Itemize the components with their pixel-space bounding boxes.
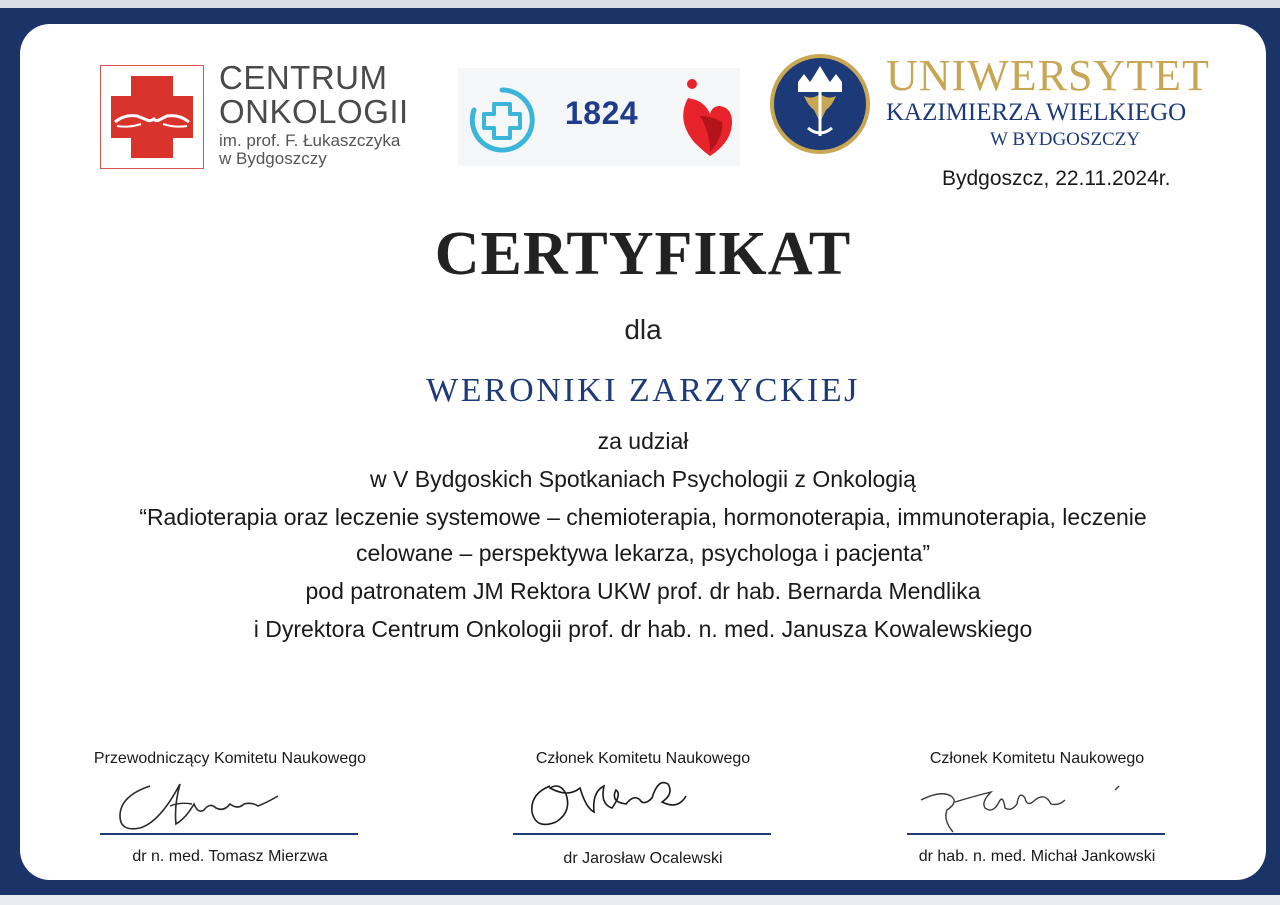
body-line-4: celowane – perspektywa lekarza, psychologa i pacjenta” xyxy=(355,540,931,566)
university-name-line1: UNIWERSYTET xyxy=(886,51,1210,100)
body-line-2: w V Bydgoskich Spotkaniach Psychologii z Onkologią xyxy=(370,466,916,492)
centrum-logo-line1: CENTRUM xyxy=(219,59,388,96)
university-name-line2: KAZIMIERZA WIELKIEGO xyxy=(886,99,1187,126)
logo-number: 1824 xyxy=(565,95,639,131)
certificate-card xyxy=(20,24,1266,880)
signature-3-handwriting xyxy=(915,780,1155,845)
signature-3-line xyxy=(907,833,1165,835)
red-heart-flame-icon xyxy=(678,76,734,165)
for-label: dla xyxy=(624,314,662,345)
body-line-5: pod patronatem JM Rektora UKW prof. dr hab. Bernarda Mendlika xyxy=(305,578,981,604)
issue-date: Bydgoszcz, 22.11.2024r. xyxy=(942,167,1171,190)
bottom-edge xyxy=(0,895,1280,905)
medical-cross-circle-icon xyxy=(466,84,538,161)
body-line-6: i Dyrektora Centrum Onkologii prof. dr hab. n. med. Janusza Kowalewskiego xyxy=(253,616,1033,642)
centrum-logo-line3: im. prof. F. Łukaszczyka xyxy=(219,131,401,150)
signature-2-title: Członek Komitetu Naukowego xyxy=(535,750,751,767)
signature-3-name: dr hab. n. med. Michał Jankowski xyxy=(918,848,1156,865)
signature-2-handwriting xyxy=(520,774,760,839)
signature-2-line xyxy=(513,833,771,835)
signature-1-title: Przewodniczący Komitetu Naukowego xyxy=(93,750,367,767)
centrum-logo-line2: ONKOLOGII xyxy=(219,93,409,130)
top-edge xyxy=(0,0,1280,8)
body-line-3: “Radioterapia oraz leczenie systemowe – chemioterapia, hormonoterapia, immunoterapia, leczenie xyxy=(139,504,1147,530)
certificate-title: CERTYFIKAT xyxy=(434,220,852,288)
red-cross-hands-icon xyxy=(100,65,204,169)
body-line-1: za udział xyxy=(597,428,689,454)
signature-1-handwriting xyxy=(110,776,350,841)
signature-3-title: Członek Komitetu Naukowego xyxy=(929,750,1145,767)
signature-2-name: dr Jarosław Ocalewski xyxy=(563,850,723,867)
university-name-line3: W BYDGOSZCZY xyxy=(990,129,1141,150)
signature-1-name: dr n. med. Tomasz Mierzwa xyxy=(132,848,328,865)
university-crest-icon xyxy=(768,52,872,156)
recipient-name: WERONIKI ZARZYCKIEJ xyxy=(426,372,860,409)
signature-1-line xyxy=(100,833,358,835)
centrum-logo-line4: w Bydgoszczy xyxy=(219,149,327,168)
